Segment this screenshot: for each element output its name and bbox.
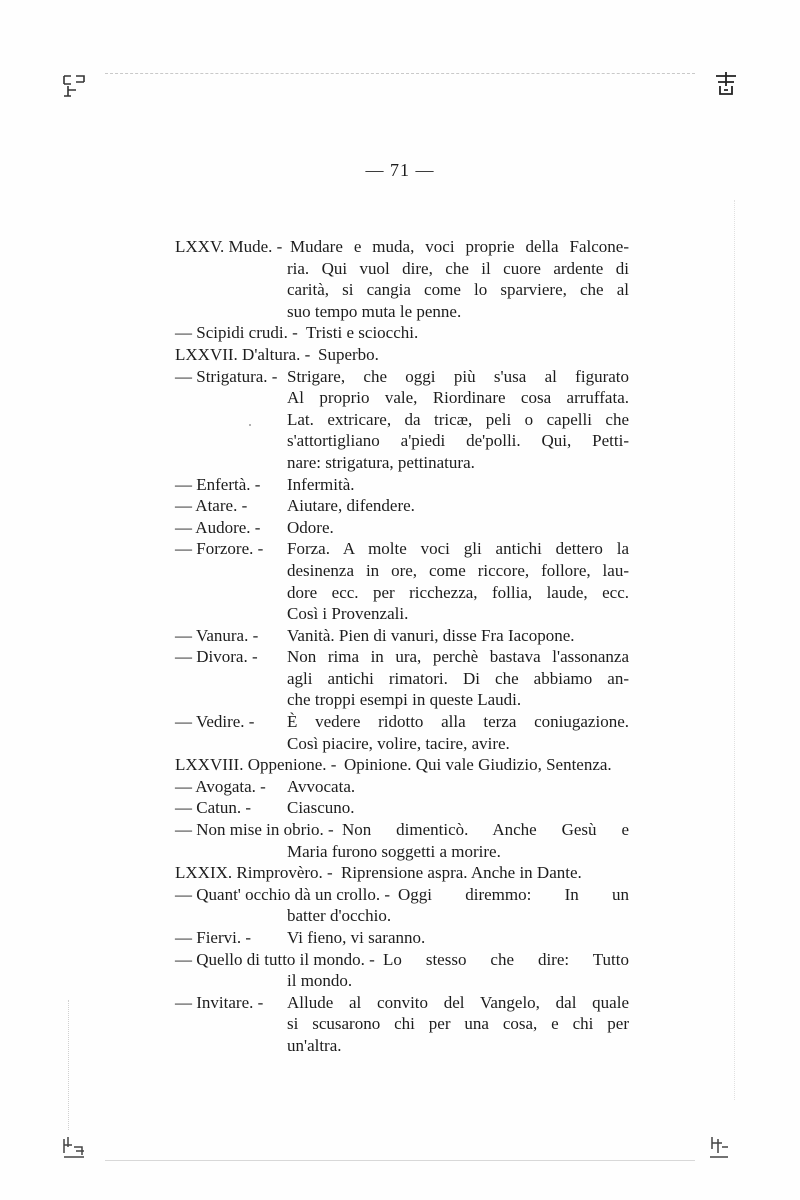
entry-headword: — Divora. - <box>175 647 258 667</box>
entry-headword: — Quant' occhio dà un crollo. - <box>175 884 391 904</box>
entry-headword: — Enfertà. - <box>175 474 261 494</box>
entry-text-line: Non dimenticò. Anche Gesù e <box>342 820 629 840</box>
entry-text-line: Aiutare, difendere. <box>287 496 415 516</box>
entry-headword: LXXVIII. Oppenione. - <box>175 755 337 775</box>
entry-text-line: Avvocata. <box>287 776 356 796</box>
entry-headword: — Invitare. - <box>175 992 264 1012</box>
entry-headword: — Scipidi crudi. - <box>175 323 298 343</box>
entry-text-line: Strigare, che oggi più s'usa al figurato <box>287 366 629 386</box>
glossary-entry <box>175 754 629 776</box>
entry-headword: — Avogata. - <box>175 776 266 796</box>
entry-text-line: Superbo. <box>318 344 379 364</box>
entry-text-line: Vi fieno, vi saranno. <box>287 928 426 947</box>
glossary-entry <box>175 797 629 819</box>
entry-text-line: si scusarono chi per una cosa, e chi per <box>287 1014 629 1034</box>
entry-text-line: È vedere ridotto alla terza coniugazione. <box>287 712 629 732</box>
glossary-entry <box>175 625 629 647</box>
entry-text-line: Forza. A molte voci gli antichi dettero la <box>287 539 629 559</box>
glossary-entry <box>175 992 629 1057</box>
entry-headword: — Catun. - <box>175 798 252 818</box>
entry-headword: — Vedire. - <box>175 712 255 732</box>
page-number: — 71 — <box>365 160 435 180</box>
glossary-entry <box>175 344 629 366</box>
glossary-entry <box>175 495 629 517</box>
crop-mark-icon <box>62 72 86 100</box>
entry-headword: — Forzore. - <box>175 539 264 559</box>
entry-headword: LXXVII. D'altura. - <box>175 344 311 364</box>
print-speck <box>249 424 251 426</box>
entry-text-line: nare: strigatura, pettinatura. <box>287 452 475 472</box>
crop-mark-icon <box>714 70 738 98</box>
glossary-entry <box>175 884 629 927</box>
entry-headword: — Vanura. - <box>175 625 259 645</box>
glossary-entry <box>175 538 629 624</box>
entry-text-line: il mondo. <box>287 971 353 991</box>
entry-headword: — Non mise in obrio. - <box>175 820 334 840</box>
entry-text-line: Allude al convito del Vangelo, dal quale <box>287 992 629 1012</box>
entry-headword: — Atare. - <box>175 496 248 516</box>
entry-headword: — Strigatura. - <box>175 366 278 386</box>
entry-text-line: Lat. extricare, da tricæ, peli o capelli che <box>287 409 629 429</box>
glossary-entry <box>175 646 629 711</box>
entry-text-line: Così i Provenzali. <box>287 604 409 624</box>
top-rule <box>105 73 695 74</box>
entry-text-line: batter d'occhio. <box>287 906 392 926</box>
entry-text-line: Così piacire, volire, tacire, avire. <box>287 733 510 753</box>
entry-text-line: carità, si cangia come lo sparviere, che al <box>287 280 629 300</box>
crop-mark-icon <box>62 1133 86 1161</box>
right-margin-rule <box>734 200 735 1100</box>
entry-headword: — Fiervi. - <box>175 928 252 947</box>
entry-text-line: agli antichi rimatori. Di che abbiamo an- <box>287 668 629 688</box>
entry-text-line: s'attortigliano a'piedi de'polli. Qui, Petti- <box>287 431 629 451</box>
entry-text-line: dore ecc. per ricchezza, follia, laude, ecc. <box>287 582 629 602</box>
entry-headword: LXXIX. Rimprovèro. - <box>175 863 333 883</box>
entry-text-line: Odore. <box>287 517 334 537</box>
entry-headword: — Audore. - <box>175 517 261 537</box>
entry-text-line: Ciascuno. <box>287 798 355 818</box>
entry-text-line: suo tempo muta le penne. <box>287 301 462 321</box>
crop-mark-icon <box>706 1133 730 1161</box>
glossary-entry <box>175 862 629 884</box>
glossary-entry <box>175 819 629 862</box>
glossary-entry <box>175 776 629 798</box>
glossary-entry <box>175 366 629 474</box>
glossary-entry <box>175 927 629 949</box>
entry-text-line: un'altra. <box>287 1035 342 1055</box>
entry-text-line: desinenza in ore, come riccore, follore, lau- <box>287 560 629 580</box>
entry-text-line: Mudare e muda, voci proprie della Falcone- <box>290 237 629 256</box>
glossary-entry <box>175 711 629 754</box>
entry-text-line: Non rima in ura, perchè bastava l'assonanza <box>287 647 629 667</box>
glossary-entry <box>175 322 629 344</box>
glossary-entry <box>175 236 629 322</box>
entry-text-line: Al proprio vale, Riordinare cosa arruffata. <box>287 388 629 408</box>
glossary-entry <box>175 474 629 496</box>
entry-text-line: Lo stesso che dire: Tutto <box>383 949 629 969</box>
entry-text-line: ria. Qui vuol dire, che il cuore ardente di <box>287 258 629 278</box>
entry-text-line: che troppi esempi in queste Laudi. <box>287 690 522 710</box>
entry-text-line: Tristi e sciocchi. <box>306 323 419 343</box>
entry-headword: LXXV. Mude. - <box>175 237 283 256</box>
entry-text-line: Oggi diremmo: In un <box>398 884 629 904</box>
glossary-entry <box>175 949 629 992</box>
entry-text-line: Riprensione aspra. Anche in Dante. <box>341 863 582 883</box>
bottom-rule <box>105 1160 695 1161</box>
entry-headword: — Quello di tutto il mondo. - <box>175 949 375 969</box>
entry-text-line: Vanità. Pien di vanuri, disse Fra Iacopone. <box>287 625 575 645</box>
glossary-notes <box>175 236 629 1057</box>
entry-text-line: Infermità. <box>287 474 355 494</box>
glossary-entry <box>175 517 629 539</box>
entry-text-line: Opinione. Qui vale Giudizio, Sentenza. <box>344 755 612 775</box>
left-margin-rule <box>68 1000 69 1130</box>
entry-text-line: Maria furono soggetti a morire. <box>287 841 501 861</box>
